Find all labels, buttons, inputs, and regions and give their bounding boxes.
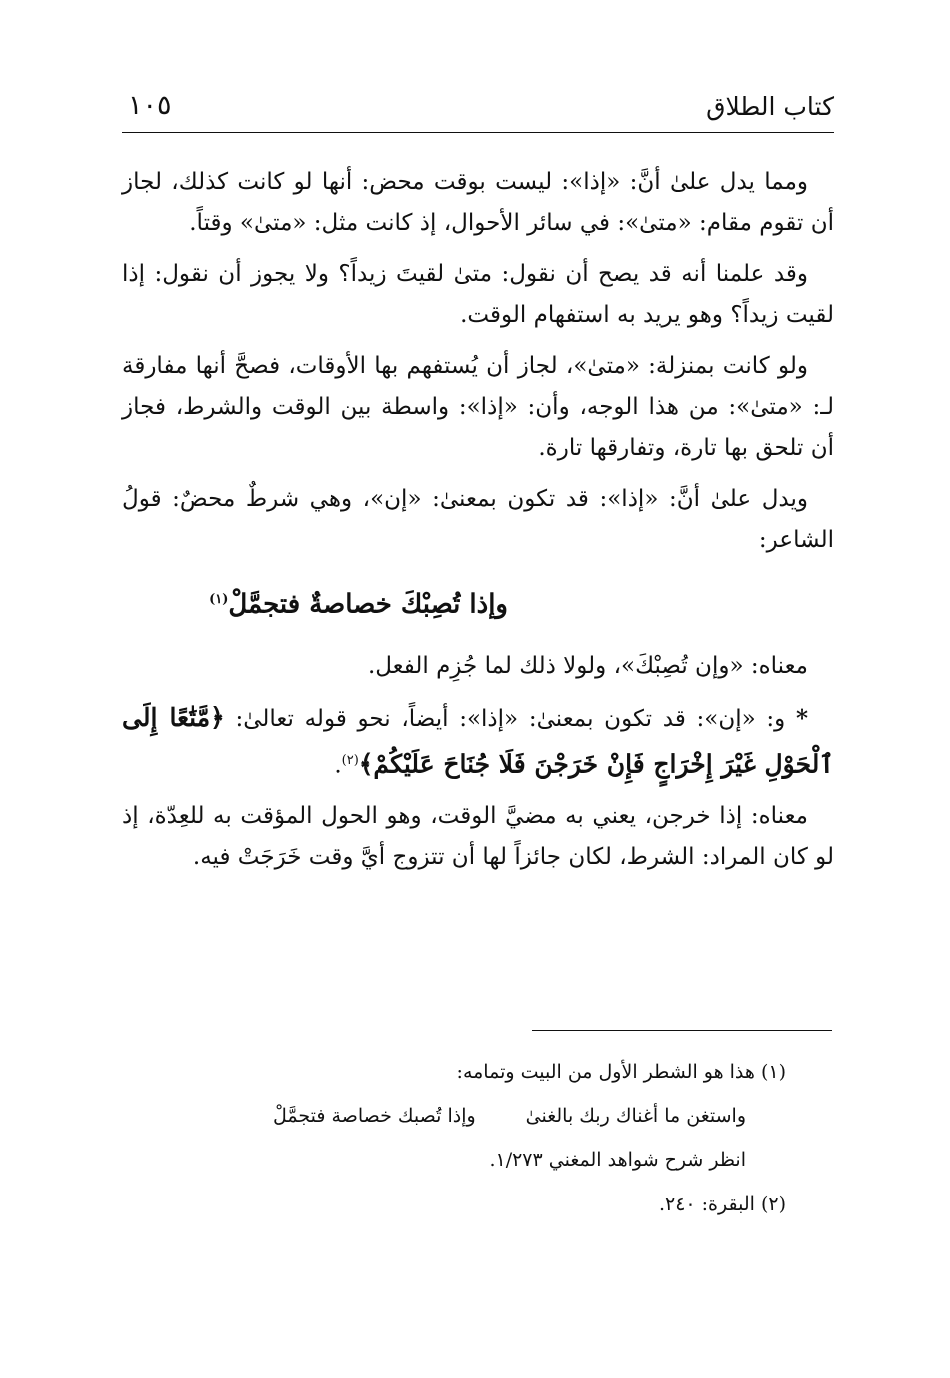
footnote-verse-first-half: واستغن ما أغناك ربك بالغنىٰ xyxy=(525,1105,746,1127)
paragraph-6-text: و: «إن»: قد تكون بمعنىٰ: «إذا»: أيضاً، نحو قوله تعالىٰ: xyxy=(235,705,786,732)
footnote-verse-second-half: وإذا تُصبك خصاصة فتجمَّلْ xyxy=(273,1105,476,1127)
section-star: * xyxy=(795,704,808,732)
footnote-1: (١) هذا هو الشطر الأول من البيت وتمامه: xyxy=(456,1061,786,1083)
book-title: كتاب الطلاق xyxy=(706,92,834,121)
footnote-ref-2: (٢) xyxy=(341,752,359,768)
footnote-2: (٢) البقرة: ٢٤٠. xyxy=(658,1193,786,1215)
paragraph-4: ويدل علىٰ أنَّ: «إذا»: قد تكون بمعنىٰ: «إن»، وهي شرطٌ محضٌ: قولُ الشاعر: xyxy=(122,486,834,553)
footnote-ref-1: (١) xyxy=(209,592,229,607)
footnote-separator xyxy=(532,1030,832,1031)
paragraph-6 xyxy=(122,697,834,787)
poetry-verse xyxy=(122,579,834,626)
quran-end-mark: . xyxy=(334,752,342,779)
paragraph-7: معناه: إذا خرجن، يعني به مضيَّ الوقت، وهو الحول المؤقت به للعِدّة، إذ لو كان المراد: الشرط، لكان جائزاً لها أن تتزوج أيَّ وقت خَرَجَتْ فيه. xyxy=(122,803,834,871)
verse-text: وإذا تُصِبْكَ خصاصةٌ فتجمَّلْ xyxy=(228,589,508,620)
footnotes xyxy=(122,1050,786,1226)
main-text xyxy=(122,162,834,888)
quran-verse: ﴿مَّتَٰعًا إِلَى ٱلْحَوْلِ غَيْرَ إِخْرَاجٍ فَإِنْ خَرَجْنَ فَلَا جُنَاحَ عَلَيْكُمْ﴾ xyxy=(122,702,834,779)
page-header xyxy=(122,88,834,133)
paragraph-2: وقد علمنا أنه قد يصح أن نقول: متىٰ لقيتَ زيداً؟ ولا يجوز أن نقول: إذا لقيت زيداً؟ وهو يريد به استفهام الوقت. xyxy=(122,261,834,328)
paragraph-1: ومما يدل علىٰ أنَّ: «إذا»: ليست بوقت محض: أنها لو كانت كذلك، لجاز أن تقوم مقام: «متىٰ»: في سائر الأحوال، إذ كانت مثل: «متىٰ» وقتاً. xyxy=(122,169,834,236)
paragraph-3: ولو كانت بمنزلة: «متىٰ»، لجاز أن يُستفهم بها الأوقات، فصحَّ أنها مفارقة لـ: «متىٰ»: من هذا الوجه، وأن: «إذا»: واسطة بين الوقت والشرط، فجاز أن تلحق بها تارة، وتفارقها تارة. xyxy=(122,353,834,461)
page-number: ١٠٥ xyxy=(128,90,172,121)
paragraph-5: معناه: «وإن تُصِبْكَ»، ولولا ذلك لما جُزِم الفعل. xyxy=(367,652,808,679)
footnote-1-verse xyxy=(122,1094,786,1138)
footnote-1-source: انظر شرح شواهد المغني ١/٢٧٣. xyxy=(489,1149,746,1171)
